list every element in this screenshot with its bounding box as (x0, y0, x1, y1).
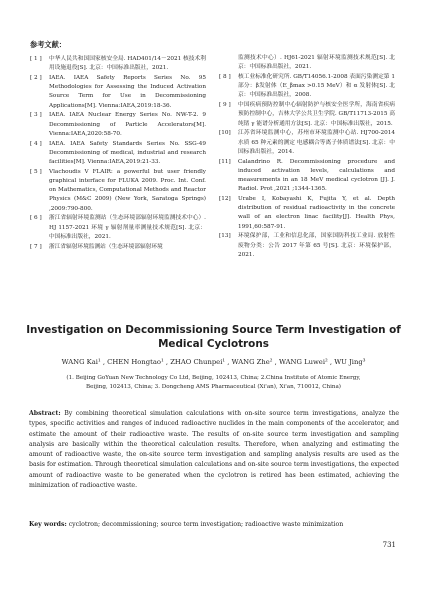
reference-number: [ 7 ] (30, 243, 42, 250)
reference-item (219, 195, 395, 232)
reference-text: 核工业标准化研究所. GB/T14056.1-2008 表面污染测定第 1 部分：β发射体（E_βmax >0.15 MeV）和 α 发射体[S]. 北京：中国标准出版社，2008. (238, 74, 395, 99)
reference-text: 环境保护部，工业和信息化部，国家国防科技工业局. 放射性废物分类：公告 2017 年第 65 号[S]. 北京：环境保护部，2021. (238, 233, 395, 258)
reference-number: [12] (219, 196, 231, 203)
keywords-label: Key words: (29, 521, 67, 528)
reference-text: Urabe I, Kobayashi K, Fujita Y, et al. Depth distribution of residual radioactivity in the concrete wall of an electron linac facility[J]. Health Phys, 1991,60:587-91. (238, 196, 395, 230)
abstract-text: By combining theoretical simulation calculations with on-site source term investigations, analyze the types, specific activities and ranges of induced radioactive nuclides in the main components of the accelerator, and estimate the amount of their radioactive waste. The results of on-site source term investigation and sampling analysis are basically within the theoretical calculation results. Therefore, when analyzing and estimating the amount of radioactive waste, the on-site source term investigation and sampling analysis results are used as the basis for estimation. Through theoretical simulation calculations and on-site source term investigations, the expected amount of radioactive waste to be generated when the cyclotron is retired has been estimated, achieving the minimization of radioactive waste. (29, 410, 400, 490)
reference-number: [ 4 ] (30, 140, 42, 147)
reference-number: [13] (219, 233, 231, 240)
reference-text: 监测技术中心）. HJ61-2021 辐射环境监测技术规范[S]. 北京：中国标准出版社，2021. (238, 55, 395, 71)
reference-item (30, 168, 206, 214)
reference-item (30, 140, 206, 168)
page-number: 731 (382, 541, 396, 549)
reference-item (30, 55, 206, 73)
reference-number: [ 6 ] (30, 215, 42, 222)
author-list: WANG Kai¹ , CHEN Hongtao¹ , ZHAO Chunpei¹ , WANG Zhe² , WANG Luwei² , WU Jing³ (61, 358, 366, 366)
reference-item (219, 73, 395, 101)
reference-text: 中华人民共和国国家核安全局. HAD401/14－2021 核技术利用设施退役[S]. 北京：中国标准出版社，2021. (49, 56, 206, 72)
reference-text: IAEA. IAEA Nuclear Energy Series No. NW-T-2. 9 Decommissioning of Particle Accelerators[M]. Vienna:IAEA,2020:58-70. (49, 112, 206, 137)
affiliations (40, 374, 387, 392)
reference-text: Vlachoudis V FLAIR: a powerful but user friendly graphical interface for FLUKA 2009. Proc. Int. Conf. on Mathematics, Computational Methods and Reactor Physics (M&C 2009) (New York, Saratoga Springs) ,2009:790-800. (49, 168, 206, 212)
reference-text: 浙江省辐射环境监测站（生态环境部辐射环境监测技术中心）. HJ 1157-2021 环境 γ 辐射剂量率测量技术规范[S]. 北京：中国标准出版社，2021. (49, 215, 206, 240)
reference-item (30, 243, 206, 252)
reference-item (30, 214, 206, 242)
reference-text: IAEA. IAEA Safety Standards Series No. SSG-49 Decommissioning of medical, industrial and research facilities[M]. Vienna:IAEA,2019:21-33. (49, 140, 206, 166)
reference-number: [ 5 ] (30, 168, 42, 175)
reference-number: [ 2 ] (30, 75, 42, 81)
reference-number: [ 9 ] (219, 102, 231, 109)
abstract (29, 409, 399, 491)
reference-number: [11] (219, 158, 231, 165)
reference-number: [ 8 ] (219, 74, 231, 80)
reference-item (219, 232, 395, 260)
reference-text: IAEA. IAEA Safety Reports Series No. 95 Methodologies for Assessing the Induced Activation Source Term for Use in Decommissioning Applications[M]. Vienna:IAEA,2019:18-36. (49, 75, 206, 109)
reference-text: 中国疾病预防控制中心辐射防护与核安全医学所，海南省疾病预防控制中心，吉林大学公共卫生学院. GB/T11713-2015 高纯锗 γ 能谱分析通用方法[S]. 北京：中国标准出版社，2015. (238, 102, 395, 127)
reference-text: Calandrino R. Decommissioning procedure and induced activation levels, calculations and measurements in an 18 MeV medical cyclotron [J]. J. Radiol. Prot ,2021 ;1344-1365. (238, 158, 395, 193)
reference-item (30, 111, 206, 139)
affiliation-line: (1. Beijing GoYuan New Technology Co Ltd, Beijing, 102413, China; 2.China Institute of Atomic Energy, (66, 375, 361, 381)
reference-item (219, 54, 395, 72)
reference-number: [ 3 ] (30, 112, 42, 119)
references-left-column (30, 55, 206, 252)
reference-item (219, 158, 395, 195)
reference-item (30, 74, 206, 111)
paper-title: Investigation on Decommissioning Source Term Investigation of Medical Cyclotrons (26, 324, 401, 350)
keywords (29, 520, 399, 530)
keywords-text: cyclotron; decommissioning; source term investigation; radioactive waste minimization (68, 521, 344, 528)
reference-item (219, 129, 395, 157)
reference-number: [10] (219, 130, 231, 137)
reference-text: 江苏省环境监测中心，苏州市环境监测中心站. HJ700-2014 水质 65 种元素的测定 电感耦合等离子体质谱法[S]. 北京：中国标准出版社，2014. (238, 130, 395, 155)
abstract-label: Abstract: (29, 410, 61, 417)
reference-text: 浙江省辐射环境监测站（生态环境部辐射环境 (49, 243, 163, 250)
reference-item (219, 101, 395, 129)
affiliation-line: Beijing, 102413, China; 3. Dongcheng AMS Pharmaceutical (Xi'an), Xi'an, 710012, China) (86, 384, 341, 390)
references-right-column (219, 54, 395, 261)
references-heading: 参考文献： (30, 40, 66, 49)
reference-number: [ 1 ] (30, 56, 42, 62)
